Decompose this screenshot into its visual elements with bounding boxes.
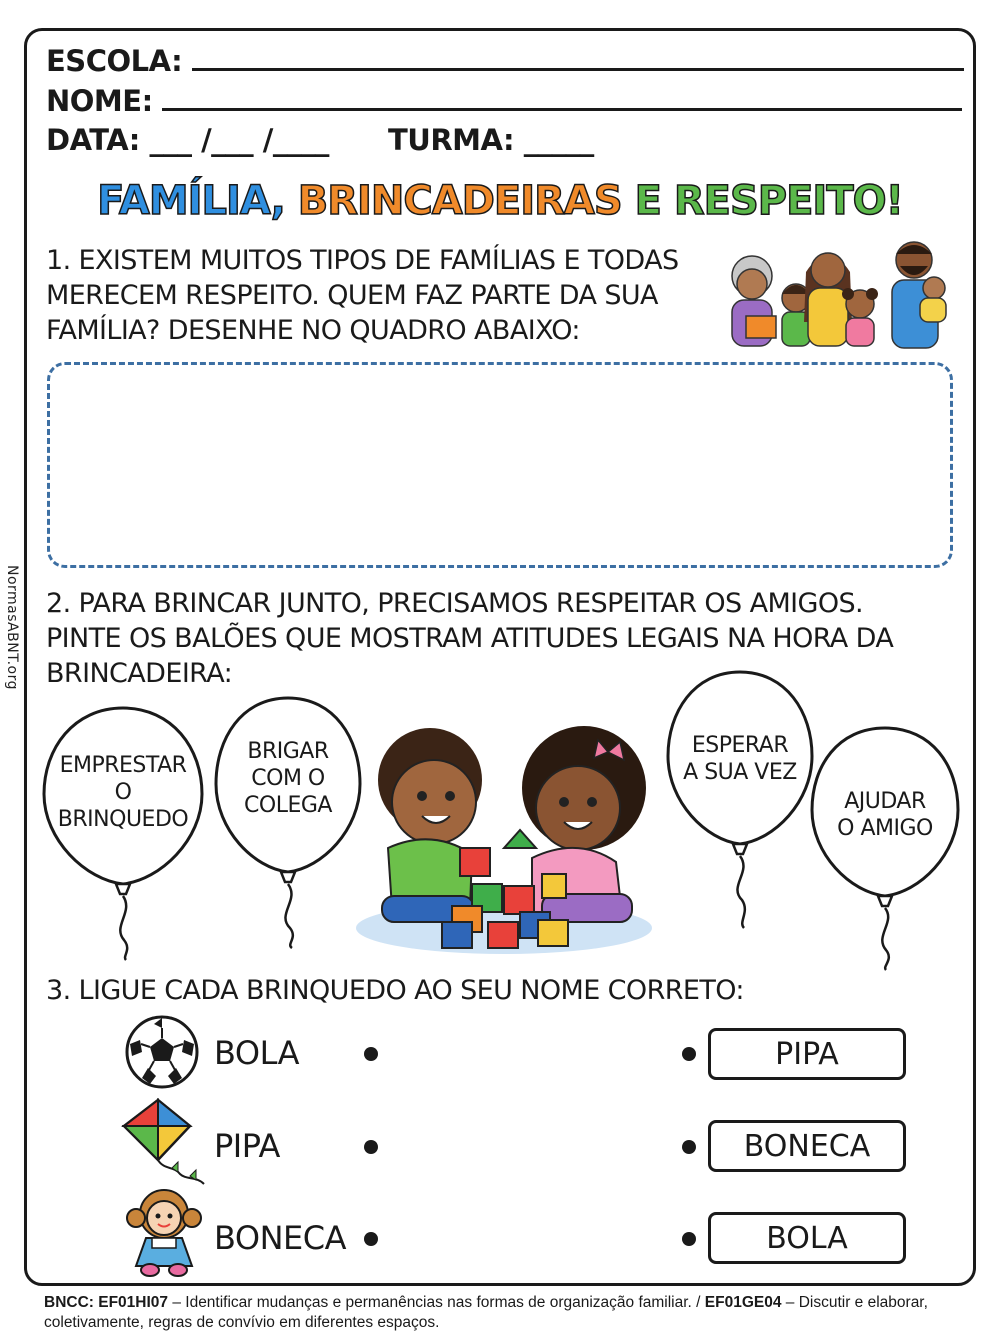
name-box-bola[interactable] bbox=[708, 1212, 906, 1264]
kite-icon bbox=[118, 1096, 210, 1188]
balloon-text-line: BRIGAR bbox=[247, 739, 329, 764]
balloon-lend-toy-label bbox=[43, 752, 203, 833]
page-title bbox=[0, 178, 1000, 224]
balloon-text-line: EMPRESTAR bbox=[59, 753, 187, 778]
toy-name-kite: PIPA bbox=[214, 1127, 280, 1165]
bncc-description-history: – Identificar mudanças e permanências nas formas de organização familiar. / bbox=[168, 1294, 705, 1311]
balloon-fight-colleague[interactable] bbox=[210, 692, 366, 950]
school-blank-line[interactable] bbox=[192, 45, 964, 71]
school-field[interactable] bbox=[46, 44, 964, 78]
question-1-text bbox=[46, 243, 679, 348]
class-field[interactable] bbox=[388, 123, 594, 157]
soccer-ball-icon bbox=[124, 1014, 200, 1090]
kids-playing-blocks-icon bbox=[352, 718, 656, 962]
toy-name-doll: BONECA bbox=[214, 1219, 346, 1257]
balloon-text-line: O bbox=[114, 780, 132, 805]
doll-icon bbox=[122, 1186, 206, 1278]
balloon-text-line: O AMIGO bbox=[837, 816, 933, 841]
question-1-line: FAMÍLIA? DESENHE NO QUADRO ABAIXO: bbox=[46, 315, 580, 346]
balloon-text-line: A SUA VEZ bbox=[683, 760, 797, 785]
balloon-text-line: AJUDAR bbox=[844, 789, 926, 814]
name-box-label: BONECA bbox=[743, 1128, 871, 1164]
balloon-help-friend-label bbox=[810, 788, 960, 842]
question-2-line: BRINCADEIRA: bbox=[46, 658, 233, 689]
name-box-pipa[interactable] bbox=[708, 1028, 906, 1080]
balloon-help-friend[interactable] bbox=[806, 722, 964, 972]
bncc-code-geography: EF01GE04 bbox=[704, 1294, 782, 1311]
match-dot-right-boneca[interactable] bbox=[682, 1140, 696, 1154]
toy-name-ball: BOLA bbox=[214, 1034, 300, 1072]
name-box-boneca[interactable] bbox=[708, 1120, 906, 1172]
question-2-line: 2. PARA BRINCAR JUNTO, PRECISAMOS RESPEITAR OS AMIGOS. bbox=[46, 588, 863, 619]
bncc-code-history: BNCC: EF01HI07 bbox=[44, 1294, 169, 1311]
balloon-text-line: ESPERAR bbox=[691, 733, 789, 758]
question-3-prompt: 3. LIGUE CADA BRINQUEDO AO SEU NOME CORRETO: bbox=[46, 975, 744, 1006]
match-dot-left-doll[interactable] bbox=[364, 1232, 378, 1246]
match-dot-left-kite[interactable] bbox=[364, 1140, 378, 1154]
family-illustration-icon bbox=[716, 232, 954, 354]
name-label: NOME: bbox=[46, 84, 153, 118]
title-part-family: FAMÍLIA, bbox=[97, 178, 285, 224]
bncc-footer bbox=[44, 1293, 964, 1333]
name-box-label: BOLA bbox=[766, 1220, 848, 1256]
balloon-wait-turn[interactable] bbox=[662, 666, 818, 932]
class-label: TURMA: _____ bbox=[388, 123, 594, 157]
match-dot-left-ball[interactable] bbox=[364, 1047, 378, 1061]
title-part-respect: E RESPEITO! bbox=[634, 178, 903, 224]
balloon-text-line: COM O bbox=[251, 766, 325, 791]
name-field[interactable] bbox=[46, 84, 962, 118]
balloon-fight-colleague-label bbox=[213, 738, 363, 819]
question-1-line: MERECEM RESPEITO. QUEM FAZ PARTE DA SUA bbox=[46, 280, 658, 311]
balloon-text-line: COLEGA bbox=[244, 793, 332, 818]
name-box-label: PIPA bbox=[775, 1036, 839, 1072]
date-label: DATA: ___ /___ /____ bbox=[46, 123, 329, 157]
school-label: ESCOLA: bbox=[46, 44, 183, 78]
balloon-wait-turn-label bbox=[665, 732, 815, 786]
question-2-line: PINTE OS BALÕES QUE MOSTRAM ATITUDES LEGAIS NA HORA DA bbox=[46, 623, 894, 654]
title-part-games: BRINCADEIRAS bbox=[297, 178, 622, 224]
name-blank-line[interactable] bbox=[162, 85, 962, 111]
bncc-description-geography: – Discutir e elaborar, coletivamente, regras de convívio em diferentes espaços. bbox=[44, 1294, 928, 1331]
match-dot-right-bola[interactable] bbox=[682, 1232, 696, 1246]
question-1-line: 1. EXISTEM MUITOS TIPOS DE FAMÍLIAS E TODAS bbox=[46, 245, 679, 276]
balloon-text-line: BRINQUEDO bbox=[57, 807, 189, 832]
date-field[interactable] bbox=[46, 123, 329, 157]
match-dot-right-pipa[interactable] bbox=[682, 1047, 696, 1061]
family-drawing-area[interactable] bbox=[47, 362, 953, 568]
watermark-side-text: NormasABNT.org bbox=[4, 565, 20, 691]
